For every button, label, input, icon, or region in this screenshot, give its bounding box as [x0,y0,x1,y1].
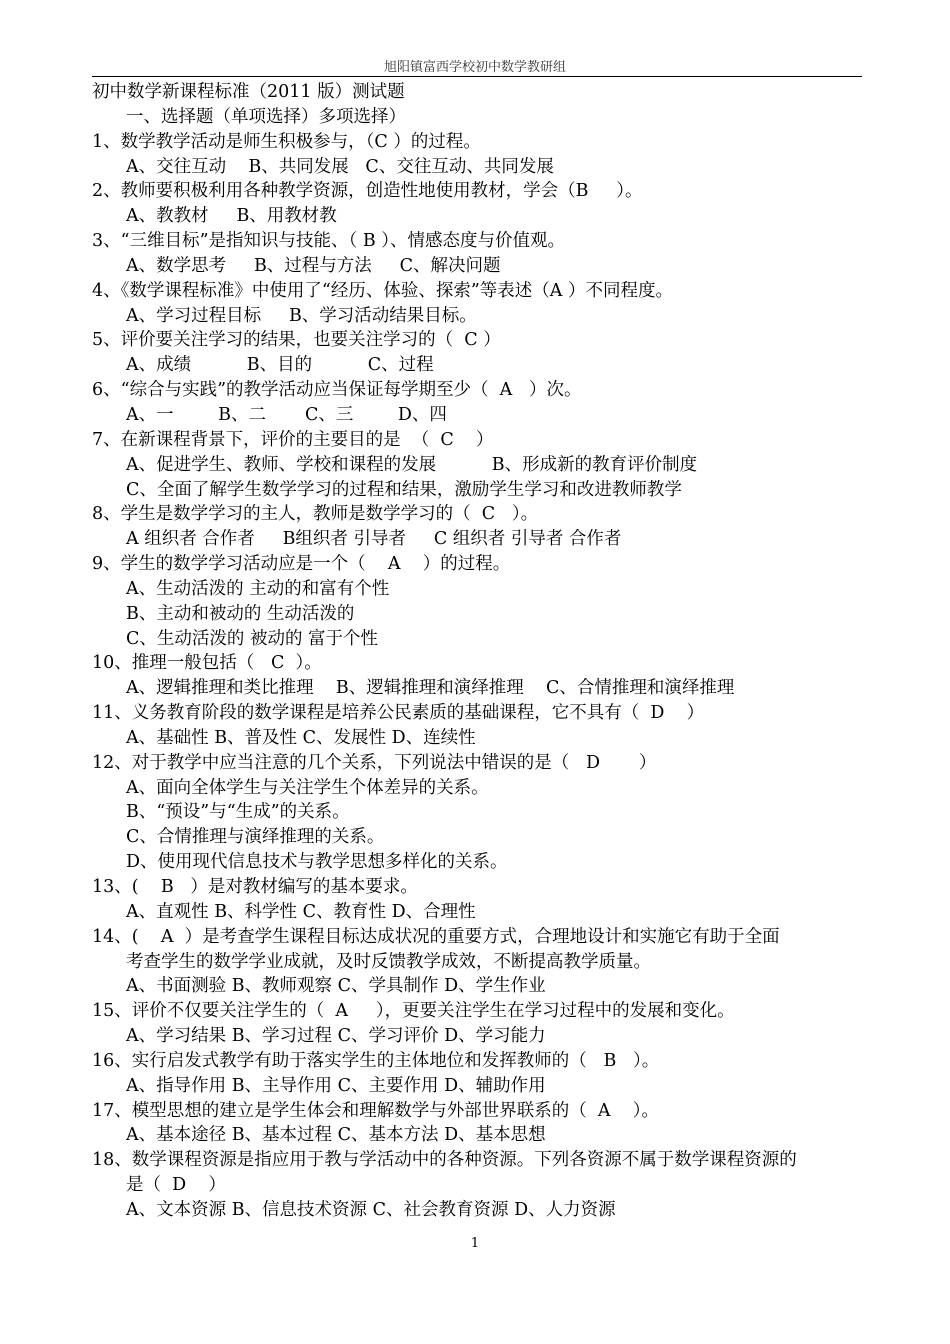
option-line: A、交往互动 B、共同发展 C、交往互动、共同发展 [126,156,554,177]
page-number: 1 [470,1236,480,1251]
option-line: C、合情推理与演绎推理的关系。 [126,827,385,848]
document-body [92,80,872,1223]
option-line: A、成绩 B、目的 C、过程 [126,355,434,376]
question-line: 11、义务教育阶段的数学课程是培养公民素质的基础课程，它不具有（ D ） [92,703,705,724]
option-line: D、使用现代信息技术与教学思想多样化的关系。 [126,852,508,873]
option-line: C、生动活泼的 被动的 富于个性 [126,628,379,649]
option-line: A、书面测验 B、教师观察 C、学具制作 D、学生作业 [126,976,546,997]
option-line: A、直观性 B、科学性 C、教育性 D、合理性 [126,901,476,922]
option-line: C、全面了解学生数学学习的过程和结果，激励学生学习和改进教师教学 [126,479,682,500]
option-line: A、指导作用 B、主导作用 C、主要作用 D、辅助作用 [126,1075,546,1096]
option-line: 是（ D ） [126,1175,226,1196]
option-line: A、学习结果 B、学习过程 C、学习评价 D、学习能力 [126,1026,546,1047]
question-line: 6、“综合与实践”的教学活动应当保证每学期至少（ A ）次。 [92,380,582,401]
question-line: 16、实行启发式教学有助于落实学生的主体地位和发挥教师的（ B ）。 [92,1050,660,1071]
question-line: 13、( B ）是对教材编写的基本要求。 [92,877,418,897]
option-line: A、逻辑推理和类比推理 B、逻辑推理和演绎推理 C、合情推理和演绎推理 [126,678,735,699]
question-line: 1、数学教学活动是师生积极参与，（C ）的过程。 [92,131,481,152]
option-line: 考查学生的数学学业成就，及时反馈教学成效，不断提高教学质量。 [126,951,651,972]
option-line: A、面向全体学生与关注学生个体差异的关系。 [126,777,489,798]
question-line: 8、学生是数学学习的主人，教师是数学学习的（ C ）。 [92,504,539,525]
question-line: 10、推理一般包括（ C ）。 [92,653,322,674]
question-line: 3、“三维目标”是指知识与技能、（ B ）、情感态度与价值观。 [92,231,566,252]
question-line: 4、《数学课程标准》中使用了“经历、体验、探索”等表述（A ）不同程度。 [92,280,673,301]
option-line: A、基础性 B、普及性 C、发展性 D、连续性 [126,727,476,748]
question-line: 5、评价要关注学习的结果，也要关注学习的（ C ） [92,330,501,351]
option-line: A、一 B、二 C、三 D、四 [126,404,447,425]
header-rule [92,76,862,77]
question-line: 2、教师要积极利用各种教学资源，创造性地使用教材，学会（B ）。 [92,181,643,202]
option-line: A、生动活泼的 主动的和富有个性 [126,578,390,599]
question-line: 15、评价不仅要关注学生的（ A ），更要关注学生在学习过程中的发展和变化。 [92,1001,735,1022]
option-line: A、学习过程目标 B、学习活动结果目标。 [126,305,477,326]
section-heading: 一、选择题（单项选择）多项选择） [126,106,406,127]
option-line: A、文本资源 B、信息技术资源 C、社会教育资源 D、人力资源 [126,1199,616,1220]
document-title: 初中数学新课程标准（2011 版）测试题 [92,82,405,102]
option-line: B、主动和被动的 生动活泼的 [126,603,355,624]
option-line: B、“预设”与“生成”的关系。 [126,802,350,823]
option-line: A、数学思考 B、过程与方法 C、解决问题 [126,255,501,276]
option-line: A 组织者 合作者 B组织者 引导者 C 组织者 引导者 合作者 [126,529,622,550]
question-line: 18、数学课程资源是指应用于教与学活动中的各种资源。下列各资源不属于数学课程资源的 [92,1150,797,1171]
question-line: 9、学生的数学学习活动应是一个（ A ）的过程。 [92,554,511,575]
question-line: 12、对于教学中应当注意的几个关系，下列说法中错误的是（ D ） [92,752,657,773]
question-line: 7、在新课程背景下，评价的主要目的是 （ C ） [92,429,494,450]
question-line: 14、( A ）是考查学生课程目标达成状况的重要方式，合理地设计和实施它有助于全面 [92,926,780,947]
option-line: A、促进学生、教师、学校和课程的发展 B、形成新的教育评价制度 [126,454,698,475]
option-line: A、基本途径 B、基本过程 C、基本方法 D、基本思想 [126,1125,546,1146]
page-header: 旭阳镇富西学校初中数学教研组 [383,60,566,75]
question-line: 17、模型思想的建立是学生体会和理解数学与外部世界联系的（ A ）。 [92,1100,660,1121]
option-line: A、教教材 B、用教材教 [126,206,337,227]
question-list [92,130,872,1223]
